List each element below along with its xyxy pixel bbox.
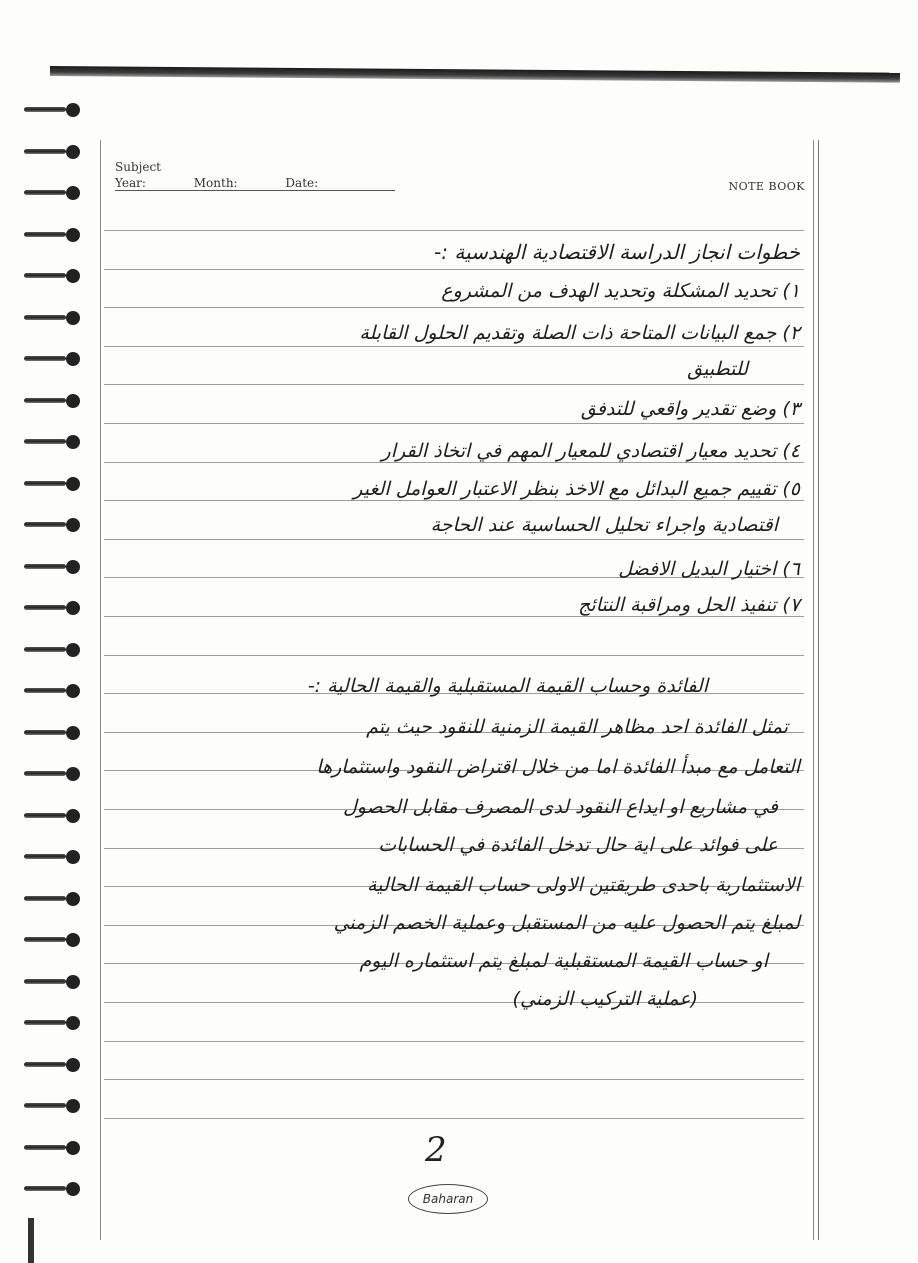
section2-line: تمثل الفائدة احد مظاهر القيمة الزمنية للنقود حيث يتم <box>366 716 788 738</box>
section2-line: التعامل مع مبدأ الفائدة اما من خلال اقتراض النقود واستثمارها <box>316 756 800 778</box>
ruled-line <box>104 269 804 270</box>
spiral-ring <box>18 391 82 411</box>
spiral-ring <box>18 183 82 203</box>
spiral-ring <box>18 598 82 618</box>
spiral-binding <box>18 100 100 1250</box>
section1-line: ٥) تقييم جميع البدائل مع الاخذ بنظر الاعتبار العوامل الغير <box>353 478 800 500</box>
spiral-ring <box>18 225 82 245</box>
spiral-ring <box>18 100 82 120</box>
spiral-ring <box>18 1096 82 1116</box>
section1-line: اقتصادية واجراء تحليل الحساسية عند الحاجة <box>430 514 778 536</box>
spiral-ring <box>18 1013 82 1033</box>
section2-line: في مشاريع او ايداع النقود لدى المصرف مقابل الحصول <box>342 796 778 818</box>
brand-logo-text: Baharan <box>422 1192 474 1206</box>
spiral-ring <box>18 515 82 535</box>
spiral-ring <box>18 349 82 369</box>
spiral-ring <box>18 847 82 867</box>
section2-line: او حساب القيمة المستقبلية لمبلغ يتم استثماره اليوم <box>359 950 768 972</box>
ruled-line <box>104 423 804 424</box>
ruled-line <box>104 1041 804 1042</box>
spiral-ring <box>18 640 82 660</box>
ruled-line <box>104 655 804 656</box>
section1-line: ٧) تنفيذ الحل ومراقبة النتائج <box>578 594 800 616</box>
ruled-line <box>104 307 804 308</box>
spiral-ring <box>18 432 82 452</box>
spiral-ring <box>18 1138 82 1158</box>
section2-line: على فوائد على اية حال تدخل الفائدة في الحسابات <box>378 834 778 856</box>
brand-logo <box>408 1184 488 1214</box>
spiral-ring <box>18 557 82 577</box>
spiral-ring <box>18 723 82 743</box>
ruled-line <box>104 539 804 540</box>
spiral-ring <box>18 266 82 286</box>
scan-shadow-bar <box>50 66 900 83</box>
spiral-ring <box>18 972 82 992</box>
ruled-line <box>104 1118 804 1119</box>
section1-line: ١) تحديد المشكلة وتحديد الهدف من المشروع <box>441 280 800 302</box>
page-right-margin-line <box>818 140 819 1240</box>
spiral-ring <box>18 474 82 494</box>
ruled-line <box>104 616 804 617</box>
notebook-label: NOTE BOOK <box>728 180 805 193</box>
ruled-line <box>104 346 804 347</box>
ruled-line <box>104 1079 804 1080</box>
section1-heading: خطوات انجاز الدراسة الاقتصادية الهندسية :- <box>434 240 800 264</box>
section1-line: ٤) تحديد معيار اقتصادي للمعيار المهم في اتخاذ القرار <box>381 440 800 462</box>
spiral-ring <box>18 764 82 784</box>
month-label: Month: <box>193 176 238 190</box>
spiral-ring <box>18 308 82 328</box>
year-label: Year: <box>115 176 146 190</box>
ruled-line <box>104 500 804 501</box>
spiral-ring <box>18 1055 82 1075</box>
date-row <box>115 176 395 191</box>
section2-heading: الفائدة وحساب القيمة المستقبلية والقيمة الحالية :- <box>307 675 708 697</box>
section1-line: ٦) اختيار البديل الافضل <box>618 558 800 580</box>
spiral-ring <box>18 806 82 826</box>
spiral-ring <box>18 142 82 162</box>
binding-edge <box>28 1218 34 1263</box>
date-label: Date: <box>285 176 319 190</box>
ruled-line <box>104 384 804 385</box>
notebook-header <box>115 160 805 200</box>
ruled-line <box>104 1002 804 1003</box>
subject-label: Subject <box>115 160 161 174</box>
section1-line: ٢) جمع البيانات المتاحة ذات الصلة وتقديم الحلول القابلة <box>359 322 800 344</box>
section2-line: (عملية التركيب الزمني) <box>512 988 698 1010</box>
section2-line: لمبلغ يتم الحصول عليه من المستقبل وعملية الخصم الزمني <box>333 912 800 934</box>
section2-line: الاستثمارية باحدى طريقتين الاولى حساب القيمة الحالية <box>367 874 800 896</box>
page-number: 2 <box>425 1130 447 1170</box>
section1-line: للتطبيق <box>687 358 748 380</box>
spiral-ring <box>18 930 82 950</box>
spiral-ring <box>18 889 82 909</box>
section1-line: ٣) وضع تقدير واقعي للتدفق <box>580 398 800 420</box>
ruled-line <box>104 230 804 231</box>
spiral-ring <box>18 681 82 701</box>
spiral-ring <box>18 1179 82 1199</box>
